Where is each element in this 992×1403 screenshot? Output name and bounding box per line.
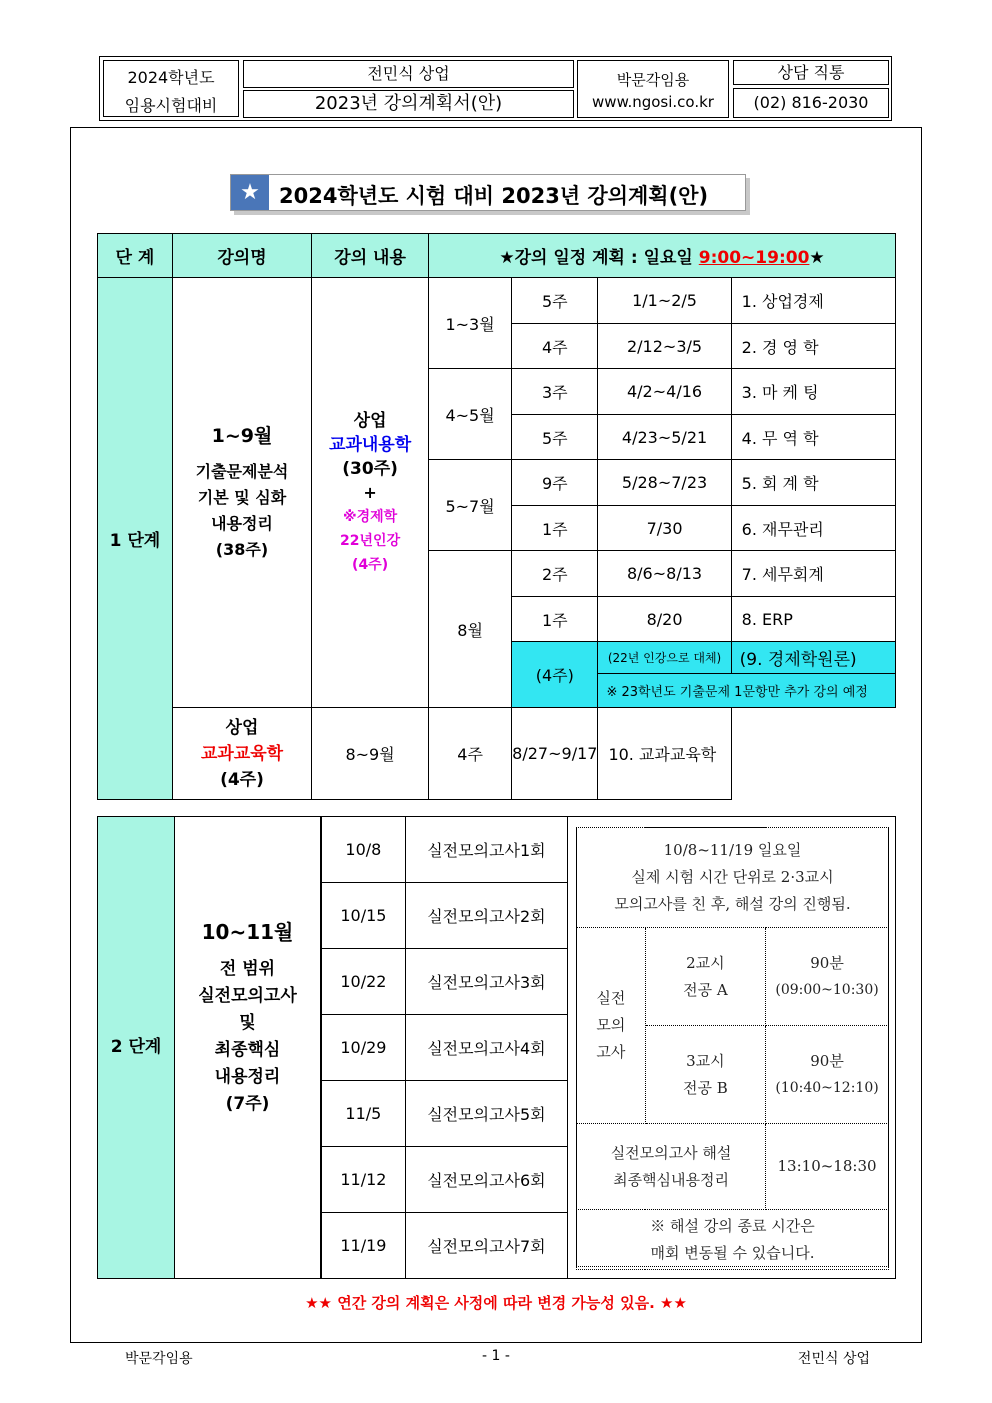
stage2-course xyxy=(175,817,321,1278)
row5-subject: 5. 회 계 학 xyxy=(731,460,895,506)
month-4: 8월 xyxy=(429,551,512,708)
content-1 xyxy=(312,278,429,708)
last-dates: 8/27~9/17 xyxy=(512,708,598,800)
publisher-name: 박문각임용 xyxy=(616,71,690,89)
period3-line2: 전공 B xyxy=(682,1078,728,1097)
row2-subject: 2. 경 영 학 xyxy=(731,324,895,369)
row2-dates: 2/12~3/5 xyxy=(598,324,731,369)
row7-dates: 8/6~8/13 xyxy=(598,551,731,597)
row1-subject: 1. 상업경제 xyxy=(731,278,895,324)
period3-range: (10:40~12:10) xyxy=(775,1079,879,1096)
course-line-3: 기본 및 심화 xyxy=(197,487,287,507)
month-1: 1~3월 xyxy=(429,278,512,369)
info-note xyxy=(577,1210,889,1270)
month-5: 8~9월 xyxy=(312,708,429,800)
mock3-name: 실전모의고사3회 xyxy=(405,949,567,1015)
info-note-line2: 매회 변동될 수 있습니다. xyxy=(650,1243,815,1262)
header-contact-label xyxy=(733,60,889,85)
header-publisher xyxy=(577,60,729,118)
row1-weeks: 5주 xyxy=(512,278,598,324)
mock7-date: 11/19 xyxy=(322,1213,406,1279)
row5-dates: 5/28~7/23 xyxy=(598,460,731,506)
mock2-name: 실전모의고사2회 xyxy=(405,883,567,949)
row2-weeks: 4주 xyxy=(512,324,598,369)
row7-weeks: 2주 xyxy=(512,551,598,597)
s2-course-line-7: (7주) xyxy=(225,1094,270,1114)
content1-line5: ※경제학 xyxy=(342,508,398,525)
mock5-date: 11/5 xyxy=(322,1081,406,1147)
header-center-bottom-text: 2023년 강의계획서(안) xyxy=(314,93,503,114)
review-line1: 실전모의고사 해설 xyxy=(610,1143,732,1162)
mock-exam-table xyxy=(321,816,568,1279)
title-star-box xyxy=(231,175,269,210)
row3-subject: 3. 마 케 팅 xyxy=(731,369,895,415)
mock-label-2: 모의 xyxy=(596,1016,626,1034)
stage-2-cell xyxy=(98,817,175,1278)
info-table xyxy=(576,827,889,1270)
stage-1: 1 단계 xyxy=(98,278,173,800)
stage2-box xyxy=(97,816,896,1279)
period3-line1: 3교시 xyxy=(686,1051,725,1070)
content2-line1: 상업 xyxy=(225,717,259,738)
content1-line6: 22년인강 xyxy=(340,532,401,549)
s2-course-line-6: 내용정리 xyxy=(214,1067,281,1087)
review-line2: 최종핵심내용정리 xyxy=(613,1170,729,1189)
content1-line3: (30주) xyxy=(342,458,398,479)
content2-line2: 교과교육학 xyxy=(200,743,284,764)
header-left-top: 2024학년도 xyxy=(127,68,215,87)
period2 xyxy=(645,928,765,1026)
header-schedule xyxy=(429,234,896,278)
mock3-date: 10/22 xyxy=(322,949,406,1015)
header-contact-phone xyxy=(733,88,889,118)
mock-label-3: 고사 xyxy=(596,1043,626,1061)
header-course: 강의명 xyxy=(172,234,311,278)
row6-weeks: 1주 xyxy=(512,506,598,551)
row6-subject: 6. 재무관리 xyxy=(731,506,895,551)
info-intro xyxy=(577,828,889,928)
stage1-course xyxy=(172,278,311,708)
mock1-name: 실전모의고사1회 xyxy=(405,817,567,883)
course-line-4: 내용정리 xyxy=(211,513,273,533)
info-intro-line3: 모의고사를 친 후, 해설 강의 진행됨. xyxy=(614,895,851,913)
row4-dates: 4/23~5/21 xyxy=(598,415,731,460)
mock6-date: 11/12 xyxy=(322,1147,406,1213)
s2-course-line-2: 전 범위 xyxy=(219,959,276,979)
row1-dates: 1/1~2/5 xyxy=(598,278,731,324)
course-line-2: 기출문제분석 xyxy=(195,461,289,481)
publisher-website[interactable]: www.ngosi.co.kr xyxy=(592,93,714,111)
info-review xyxy=(577,1124,766,1210)
special-subject: (9. 경제학원론) xyxy=(731,642,895,674)
period3-time xyxy=(766,1026,889,1124)
footer-right: 전민식 상업 xyxy=(797,1351,870,1367)
schedule-suffix: ★ xyxy=(809,248,825,268)
contact-label-text: 상담 직통 xyxy=(777,63,845,82)
mock6-name: 실전모의고사6회 xyxy=(405,1147,567,1213)
content-2 xyxy=(172,708,311,800)
content1-line4: + xyxy=(363,482,377,502)
mock4-name: 실전모의고사4회 xyxy=(405,1015,567,1081)
period2-dur: 90분 xyxy=(810,953,844,972)
header-center-bottom xyxy=(243,90,574,118)
header-stage: 단 계 xyxy=(98,234,173,278)
s2-course-line-5: 최종핵심 xyxy=(214,1040,281,1060)
schedule-prefix: ★강의 일정 계획 : 일요일 xyxy=(499,248,699,268)
header-center-top xyxy=(243,60,574,88)
period2-time xyxy=(766,928,889,1026)
title-bar xyxy=(230,174,746,211)
footer-left: 박문각임용 xyxy=(125,1351,193,1367)
special-note-dates: (22년 인강으로 대체) xyxy=(598,642,731,674)
period2-line1: 2교시 xyxy=(686,953,725,972)
header-left-bottom: 임용시험대비 xyxy=(124,96,218,115)
row5-weeks: 9주 xyxy=(512,460,598,506)
info-mock-label xyxy=(577,928,646,1124)
content1-line2: 교과내용학 xyxy=(329,434,412,455)
star-icon: ★ xyxy=(240,180,260,205)
schedule-time: 9:00~19:00 xyxy=(698,248,810,268)
row6-dates: 7/30 xyxy=(598,506,731,551)
content1-line7: (4주) xyxy=(352,556,389,573)
row7-subject: 7. 세무회계 xyxy=(731,551,895,597)
last-weeks: 4주 xyxy=(429,708,512,800)
row4-subject: 4. 무 역 학 xyxy=(731,415,895,460)
review-time: 13:10~18:30 xyxy=(766,1124,889,1210)
info-intro-line1: 10/8~11/19 일요일 xyxy=(663,841,802,859)
period3 xyxy=(645,1026,765,1124)
header-left xyxy=(103,60,239,117)
info-panel xyxy=(576,827,889,1267)
schedule-table xyxy=(97,233,896,800)
s2-course-line-3: 실전모의고사 xyxy=(198,986,297,1006)
stage-2: 2 단계 xyxy=(110,1037,162,1057)
special-weeks: (4주) xyxy=(512,642,598,708)
content1-line1: 상업 xyxy=(353,410,387,431)
header-content: 강의 내용 xyxy=(312,234,429,278)
row8-dates: 8/20 xyxy=(598,597,731,642)
mock4-date: 10/29 xyxy=(322,1015,406,1081)
bottom-note: ★★ 연간 강의 계획은 사정에 따라 변경 가능성 있음. ★★ xyxy=(305,1294,687,1312)
row3-dates: 4/2~4/16 xyxy=(598,369,731,415)
row8-weeks: 1주 xyxy=(512,597,598,642)
row8-subject: 8. ERP xyxy=(731,597,895,642)
header xyxy=(99,56,892,121)
row3-weeks: 3주 xyxy=(512,369,598,415)
mock-label-1: 실전 xyxy=(596,989,626,1007)
period2-range: (09:00~10:30) xyxy=(775,981,879,998)
s2-course-line-4: 및 xyxy=(239,1013,256,1033)
period3-dur: 90분 xyxy=(810,1051,844,1070)
page-title: 2024학년도 시험 대비 2023년 강의계획(안) xyxy=(279,184,709,208)
row4-weeks: 5주 xyxy=(512,415,598,460)
mock7-name: 실전모의고사7회 xyxy=(405,1213,567,1279)
mock1-date: 10/8 xyxy=(322,817,406,883)
last-subject: 10. 교과교육학 xyxy=(598,708,731,800)
period2-line2: 전공 A xyxy=(683,980,728,999)
footer-center: - 1 - xyxy=(482,1348,510,1364)
month-2: 4~5월 xyxy=(429,369,512,460)
contact-phone-text: (02) 816-2030 xyxy=(753,93,869,112)
info-note-line1: ※ 해설 강의 종료 시간은 xyxy=(650,1216,815,1235)
s2-course-line-1: 10~11월 xyxy=(201,920,294,944)
content2-line3: (4주) xyxy=(220,769,264,790)
mock2-date: 10/15 xyxy=(322,883,406,949)
course-line-5: (38주) xyxy=(215,539,269,559)
month-3: 5~7월 xyxy=(429,460,512,551)
mock5-name: 실전모의고사5회 xyxy=(405,1081,567,1147)
special-note2: ※ 23학년도 기출문제 1문항만 추가 강의 예정 xyxy=(598,674,896,708)
info-intro-line2: 실제 시험 시간 단위로 2·3교시 xyxy=(631,868,834,886)
header-center-top-text: 전민식 상업 xyxy=(367,64,450,83)
course-line-1: 1~9월 xyxy=(211,424,273,447)
